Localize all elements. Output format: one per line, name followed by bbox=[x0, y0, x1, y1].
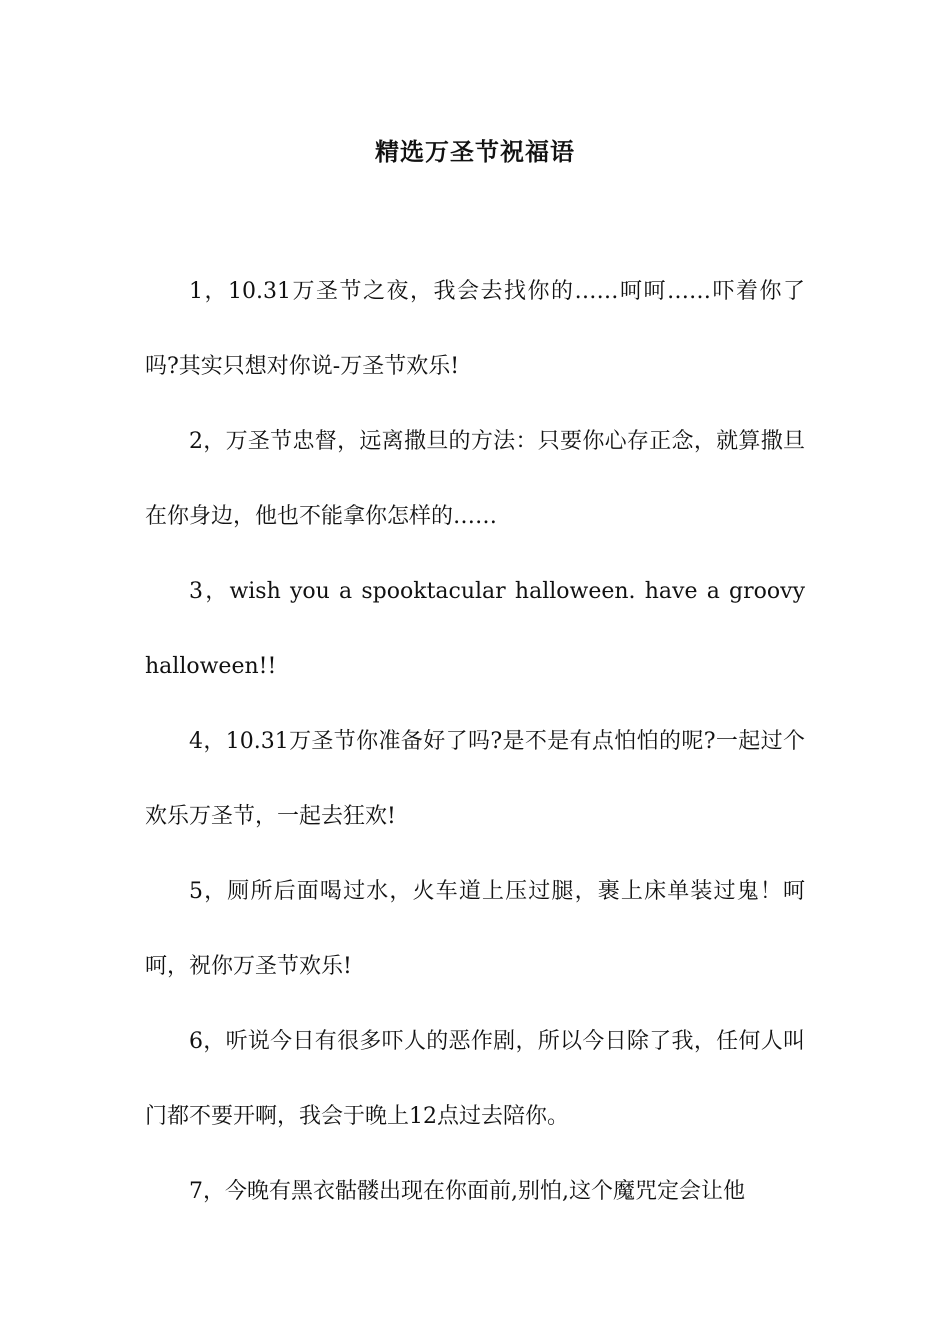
paragraph-6: 6，听说今日有很多吓人的恶作剧，所以今日除了我，任何人叫门都不要开啊，我会于晚上12点过去陪你。 bbox=[145, 1029, 805, 1129]
document-title: 精选万圣节祝福语 bbox=[375, 137, 575, 166]
paragraph-3: 3，wish you a spooktacular halloween. have a groovy halloween!! bbox=[145, 579, 805, 679]
paragraph-4: 4，10.31万圣节你准备好了吗?是不是有点怕怕的呢?一起过个欢乐万圣节，一起去狂欢! bbox=[145, 729, 805, 829]
paragraph-5: 5，厕所后面喝过水，火车道上压过腿，裹上床单装过鬼！呵呵，祝你万圣节欢乐! bbox=[145, 879, 805, 979]
paragraph-7: 7，今晚有黑衣骷髅出现在你面前,别怕,这个魔咒定会让他 bbox=[189, 1179, 745, 1204]
paragraph-2: 2，万圣节忠督，远离撒旦的方法：只要你心存正念，就算撒旦在你身边，他也不能拿你怎样的…… bbox=[145, 429, 805, 529]
document-body bbox=[145, 254, 805, 1229]
paragraph-1: 1，10.31万圣节之夜，我会去找你的……呵呵……吓着你了吗?其实只想对你说-万圣节欢乐! bbox=[145, 279, 805, 379]
